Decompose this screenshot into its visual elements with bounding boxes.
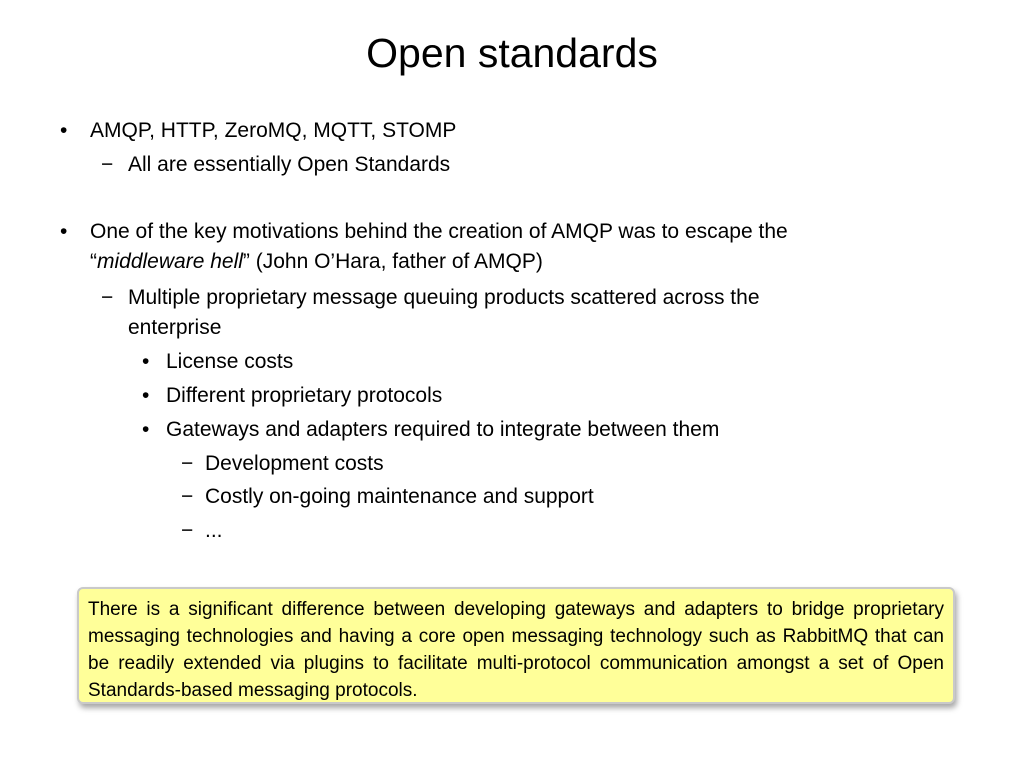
bullet-marker: • [142,384,150,407]
sub-sub-bullet-gateways: Gateways and adapters required to integrate between them [166,418,720,441]
bullet-marker: • [60,220,68,243]
item-maintenance: Costly on-going maintenance and support [205,485,594,508]
bullet-motivation-line2 [90,249,543,275]
dash-marker: − [181,485,194,508]
sub-bullet-proprietary-line2: enterprise [128,316,222,339]
open-quote: “ [90,250,97,273]
middleware-hell-emphasis: middleware hell [97,250,243,273]
sub-sub-bullet-license-costs: License costs [166,350,294,373]
dash-marker: − [181,452,194,475]
sub-bullet-proprietary-line1: Multiple proprietary message queuing products scattered across the [128,286,760,309]
item-ellipsis: ... [205,519,223,542]
bullet-marker: • [142,418,150,441]
bullet-protocols: AMQP, HTTP, ZeroMQ, MQTT, STOMP [90,119,457,142]
dash-marker: − [181,519,194,542]
bullet-marker: • [142,350,150,373]
item-development-costs: Development costs [205,452,384,475]
callout-box [77,587,955,704]
dash-marker: − [101,286,114,309]
callout-text: There is a significant difference between developing gateways and adapters to bridge proprietary messaging technologies and having a core open messaging technology such as RabbitMQ that can be readily extended via plugins to facilitate multi-protocol communication amongst a set of Open Standards-based messaging protocols. [88,599,944,701]
dash-marker: − [101,153,114,176]
sub-bullet-open-standards: All are essentially Open Standards [128,153,451,176]
page-title: Open standards [366,30,658,76]
attribution: ” (John O’Hara, father of AMQP) [242,250,543,273]
sub-sub-bullet-protocols: Different proprietary protocols [166,384,443,407]
bullet-marker: • [60,119,68,142]
bullet-motivation-line1: One of the key motivations behind the creation of AMQP was to escape the [90,220,788,243]
